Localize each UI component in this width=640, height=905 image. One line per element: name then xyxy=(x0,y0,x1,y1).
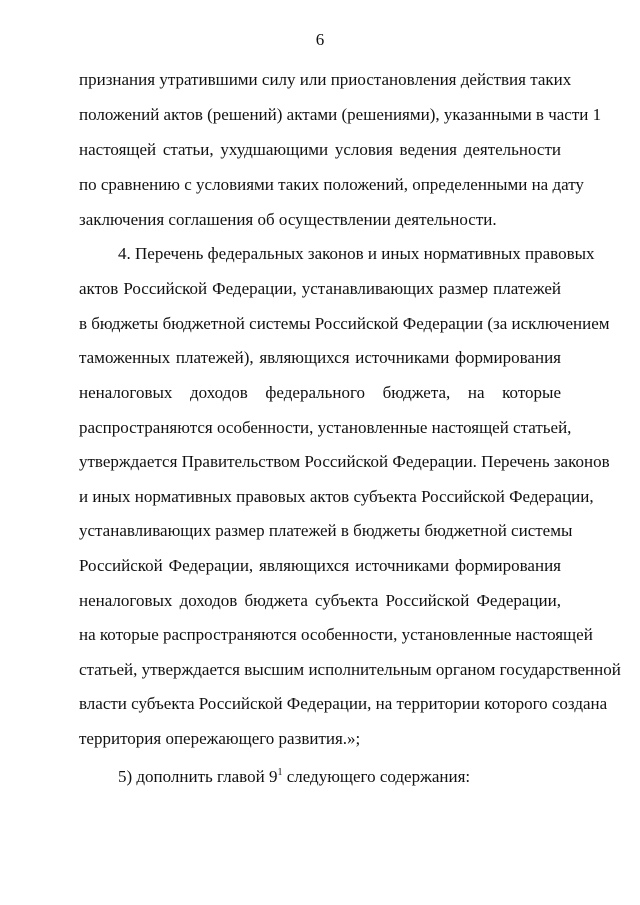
text-line: неналоговых доходов бюджета субъекта Российской Федерации, xyxy=(79,591,561,610)
text-line: территория опережающего развития.»; xyxy=(79,729,361,748)
text-line: настоящей статьи, ухудшающими условия ведения деятельности xyxy=(79,140,561,159)
text-line: власти субъекта Российской Федерации, на территории которого создана xyxy=(79,694,608,713)
text-line: признания утратившими силу или приостановления действия таких xyxy=(79,70,572,89)
text-line: заключения соглашения об осуществлении деятельности. xyxy=(79,210,497,229)
item-5-line xyxy=(118,765,561,789)
text-line: устанавливающих размер платежей в бюджеты бюджетной системы xyxy=(79,521,573,540)
text-line: и иных нормативных правовых актов субъекта Российской Федерации, xyxy=(79,487,594,506)
text-line: утверждается Правительством Российской Федерации. Перечень законов xyxy=(79,452,610,471)
text-line: неналоговых доходов федерального бюджета, на которые xyxy=(79,383,561,402)
item-5-text-end: следующего содержания: xyxy=(282,767,471,786)
text-line: статьей, утверждается высшим исполнительным органом государственной xyxy=(79,660,621,679)
text-line: таможенных платежей), являющихся источниками формирования xyxy=(79,348,561,367)
text-line: актов Российской Федерации, устанавливающих размер платежей xyxy=(79,279,561,298)
text-line: положений актов (решений) актами (решениями), указанными в части 1 xyxy=(79,105,602,124)
text-line: на которые распространяются особенности, установленные настоящей xyxy=(79,625,593,644)
page-number: 6 xyxy=(315,30,325,49)
text-line: Российской Федерации, являющихся источниками формирования xyxy=(79,556,561,575)
item-5-text: 5) дополнить главой 9 xyxy=(118,767,278,786)
text-line: распространяются особенности, установленные настоящей статьей, xyxy=(79,418,572,437)
text-line: в бюджеты бюджетной системы Российской Федерации (за исключением xyxy=(79,314,610,333)
chapter-superscript: 1 xyxy=(277,767,283,778)
paragraph-4-first-line: 4. Перечень федеральных законов и иных нормативных правовых xyxy=(118,244,595,263)
text-line: по сравнению с условиями таких положений, определенными на дату xyxy=(79,175,584,194)
